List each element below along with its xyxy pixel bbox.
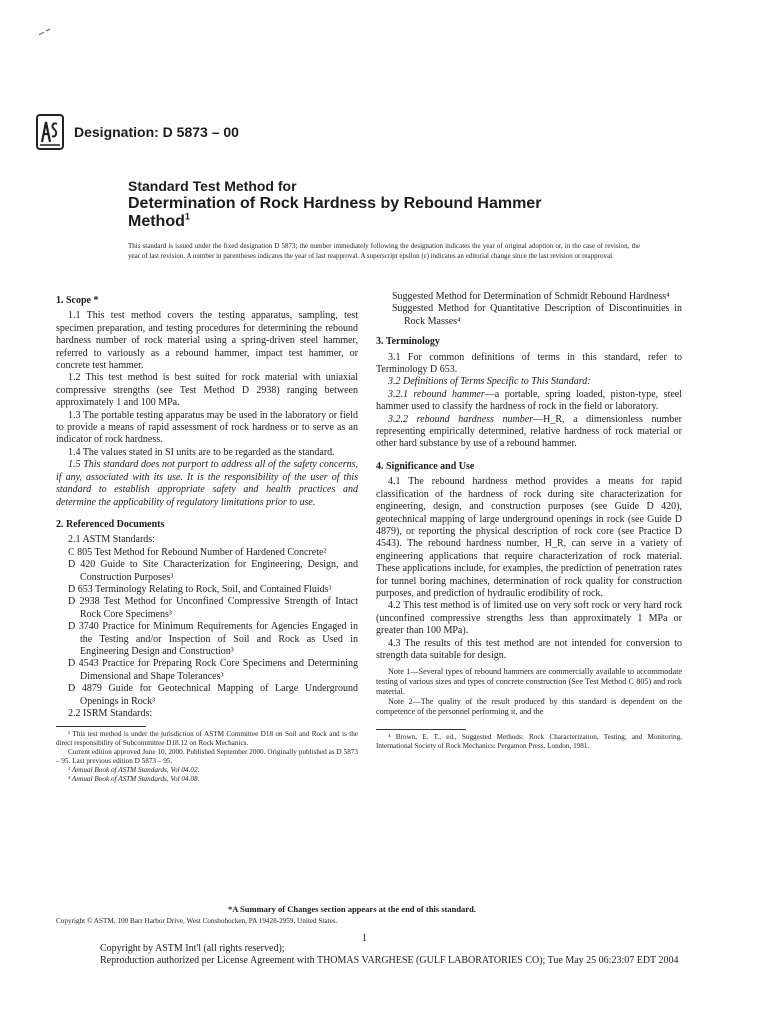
issuance-notice: This standard is issued under the fixed designation D 5873; the number immediately following the designation indicates the year of original adoption or, in the case of revision, the year of last revision. A number in parentheses indicates the year of last reapproval. A superscript epsilon (ε) indicates an editorial change since the last revision or reapproval. — [128, 242, 640, 260]
term-3-2-1-label: 3.2.1 rebound hammer — [388, 388, 485, 400]
title-block — [128, 178, 648, 231]
isrm-ref-item: Suggested Method for Quantitative Description of Discontinuities in Rock Masses⁴ — [392, 303, 682, 327]
ref-item: D 4879 Guide for Geotechnical Mapping of Large Underground Openings in Rock³ — [68, 683, 358, 707]
ref-item: C 805 Test Method for Rebound Number of Hardened Concrete² — [68, 546, 327, 558]
term-3-2-2-text: —H_R, a dimensionless number representing empirically determined, relative hardness of rock material or other hard substance by use of a rebound hammer. — [376, 413, 682, 450]
footnote-divider — [376, 729, 466, 730]
ref-item: D 420 Guide to Site Characterization for Engineering, Design, and Construction Purposes³ — [68, 559, 358, 583]
note-1: Note 1—Several types of rebound hammers are commercially available to accommodate testing of various sizes and types of concrete construction (See Test Method C 805) and rock material. — [376, 667, 682, 697]
term-3-1: 3.1 For common definitions of terms in this standard, refer to Terminology D 653. — [376, 351, 682, 376]
footnote: Current edition approved June 10, 2000. Published September 2000. Originally published as D 5873 – 95. Last previous edition D 5873 – 95. — [56, 748, 358, 766]
title-line-1: Standard Test Method for — [128, 178, 297, 194]
page-number: 1 — [362, 933, 367, 944]
isrm-standards-label: 2.2 ISRM Standards: — [68, 708, 153, 719]
title-footnote-ref: 1 — [184, 211, 190, 222]
scope-1-4: 1.4 The values stated in SI units are to be regarded as the standard. — [68, 446, 335, 458]
ref-item: D 4543 Practice for Preparing Rock Core Specimens and Determining Dimensional and Shape Tolerances³ — [68, 658, 358, 682]
sig-4-1: 4.1 The rebound hardness method provides a means for rapid classification of the hardness of rock during site characterization for engineering, design, and construction purposes (see Guide D 420), geotechnical mapping of large underground openings in rock (see Guide D 4879), or reporting the physical description of rock core (see Practice D 4543). The rebound hardness number, H_R, can serve in a variety of engineering applications that require characterization of rock material. These applications include, for examples, the prediction of penetration rates for tunnel boring machines, determination of rock quality for construction purposes, and prediction of hydraulic erodibility of rock. — [376, 476, 682, 599]
note-2: Note 2—The quality of the result produced by this standard is dependent on the competence of the personnel performing it, and the — [376, 697, 682, 717]
ref-item: D 2938 Test Method for Unconfined Compressive Strength of Intact Rock Core Specimens³ — [68, 596, 358, 620]
document-header — [36, 114, 239, 150]
footnote: ¹ This test method is under the jurisdiction of ASTM Committee D18 on Soil and Rock and is the direct responsibility of Subcommittee D18.12 on Rock Mechanics. — [56, 730, 358, 748]
astm-logo-icon — [36, 114, 64, 150]
scan-mark-icon — [38, 28, 52, 36]
copyright-line-1: Copyright by ASTM Int'l (all rights reserved); — [100, 943, 285, 954]
ref-item: D 3740 Practice for Minimum Requirements for Agencies Engaged in the Testing and/or Inspection of Soil and Rock as Used in Engineering Design and Construction³ — [68, 621, 358, 657]
right-column — [376, 291, 682, 751]
astm-standards-label: 2.1 ASTM Standards: — [68, 534, 155, 546]
term-3-2-1-text: —a portable, spring loaded, piston-type, steel hammer used to classify the hardness of rock in the field or laboratory. — [376, 388, 682, 413]
refdocs-heading: 2. Referenced Documents — [56, 518, 165, 530]
term-3-2: 3.2 Definitions of Terms Specific to This Standard: — [388, 376, 591, 388]
footnote: ² Annual Book of ASTM Standards, Vol 04.02. — [68, 766, 200, 775]
term-3-2-2 — [376, 414, 682, 451]
title-line-3: Method$^1$ — [128, 211, 190, 230]
scope-1-2: 1.2 This test method is best suited for rock material with uniaxial compressive strengths (see Test Method D 2938) ranging between approximately 1 and 100 MPa. — [56, 372, 358, 409]
footnote-4: ⁴ Brown, E. T., ed., Suggested Methods: Rock Characterization, Testing, and Monitoring, International Society of Rock Mechanics: Pergamon Press, London, 1981. — [376, 733, 682, 751]
copyright-block — [100, 943, 740, 967]
summary-of-changes-note: *A Summary of Changes section appears at the end of this standard. — [228, 904, 476, 914]
term-3-2-1 — [376, 389, 682, 414]
left-column — [56, 289, 358, 784]
footnote: ³ Annual Book of ASTM Standards, Vol 04.08. — [68, 775, 200, 784]
copyright-line-2: Reproduction authorized per License Agreement with THOMAS VARGHESE (GULF LABORATORIES CO); Tue May 25 06:23:07 EDT 2004 — [100, 955, 679, 966]
significance-heading: 4. Significance and Use — [376, 460, 475, 472]
term-3-2-2-label: 3.2.2 rebound hardness number — [388, 413, 534, 425]
title-line-2: Determination of Rock Hardness by Rebound Hammer — [128, 195, 542, 212]
astm-address: Copyright © ASTM, 100 Barr Harbor Drive, West Conshohocken, PA 19428-2959, United States. — [56, 917, 338, 925]
scope-1-1: 1.1 This test method covers the testing apparatus, sampling, test specimen preparation, and testing procedures for determining the rebound hardness number of rock material using a spring-driven steel hammer, referred to variously as a rebound hammer, impact test hammer, or concrete test hammer. — [56, 310, 358, 372]
designation: Designation: D 5873 – 00 — [74, 124, 239, 140]
terminology-heading: 3. Terminology — [376, 336, 440, 348]
scope-1-3: 1.3 The portable testing apparatus may be used in the laboratory or field to provide a means of rapid assessment of rock hardness or to serve as an indicator of rock hardness. — [56, 409, 358, 446]
footnote-divider — [56, 726, 146, 727]
ref-item: D 653 Terminology Relating to Rock, Soil, and Contained Fluids³ — [68, 583, 332, 595]
sig-4-2: 4.2 This test method is of limited use on very soft rock or very hard rock (unconfined compressive strengths less than approximately 1 MPa or greater than 100 MPa). — [376, 600, 682, 637]
scope-heading: 1. Scope * — [56, 295, 99, 306]
scope-1-5: 1.5 This standard does not purport to address all of the safety concerns, if any, associated with its use. It is the responsibility of the user of this standard to establish appropriate safety and health practices and determine the applicability of regulatory limitations prior to use. — [56, 459, 358, 508]
sig-4-3: 4.3 The results of this test method are not intended for conversion to strength data suitable for design. — [376, 637, 682, 661]
isrm-ref-item: Suggested Method for Determination of Schmidt Rebound Hardness⁴ — [392, 291, 670, 302]
